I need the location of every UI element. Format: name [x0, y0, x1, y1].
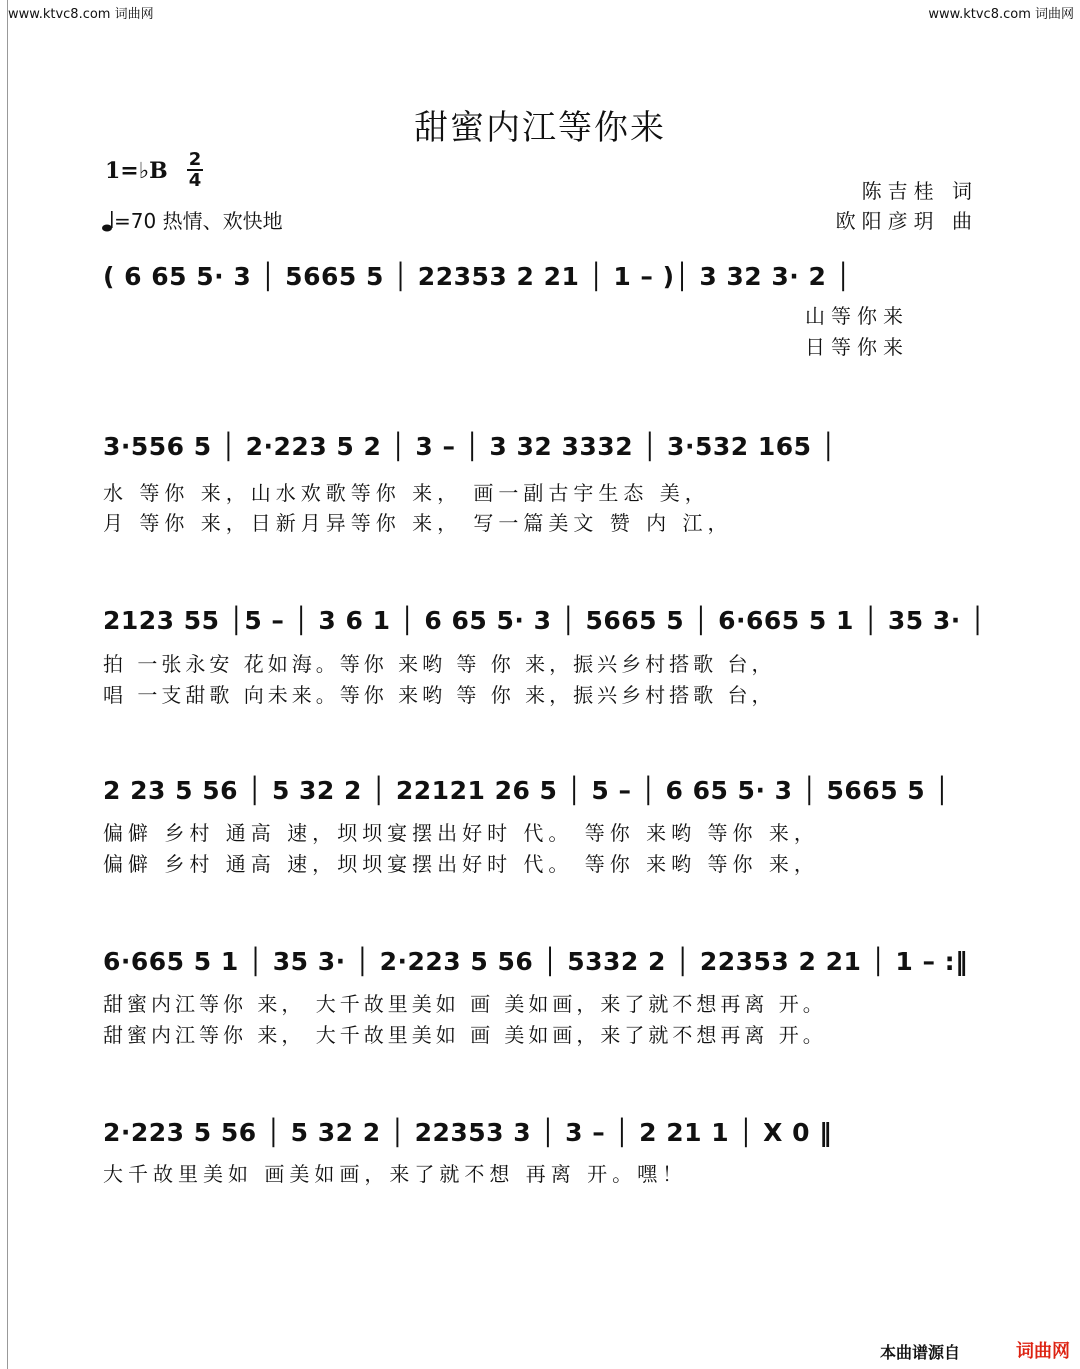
music-line-6: 2·223 5 56 │ 5 32 2 │ 22353 3 │ 3 – │ 2 21 1 │ X 0 ‖: [103, 1118, 833, 1147]
lyric-line-2-verse-1: 水 等你 来，山水欢歌等你 来， 画一副古宇生态 美，: [103, 481, 710, 505]
music-line-3: 2123 55 │5 – │ 3 6 1 │ 6 65 5· 3 │ 5665 5 │ 6·665 5 1 │ 35 3· │: [103, 606, 986, 635]
song-title: 甜蜜内江等你来: [414, 108, 666, 148]
music-line-2: 3·556 5 │ 2·223 5 2 │ 3 – │ 3 32 3332 │ 3·532 165 │: [103, 432, 837, 461]
music-line-5: 6·665 5 1 │ 35 3· │ 2·223 5 56 │ 5332 2 │ 22353 2 21 │ 1 – :‖: [103, 947, 969, 976]
composer-credit: 欧阳彦玥 曲: [835, 209, 978, 233]
lyric-line-4-verse-2: 偏僻 乡村 通高 速，坝坝宴摆出好时 代。 等你 来哟 等你 来，: [103, 852, 819, 876]
lyric-line-1-verse-1: 山等你来: [805, 304, 909, 328]
tempo-text: =70 热情、欢快地: [114, 209, 283, 233]
lyricist-credit: 陈吉桂 词: [861, 179, 978, 203]
time-signature: [185, 150, 205, 190]
lyric-line-1-verse-2: 日等你来: [805, 335, 909, 359]
site-url-left[interactable]: www.ktvc8.com 词曲网: [8, 7, 154, 22]
lyric-line-3-verse-1: 拍 一张永安 花如海。等你 来哟 等 你 来，振兴乡村搭歌 台，: [103, 652, 776, 676]
time-signature-top: 2: [188, 149, 202, 170]
tempo-marking: [102, 205, 283, 234]
music-line-4: 2 23 5 56 │ 5 32 2 │ 22121 26 5 │ 5 – │ 6 65 5· 3 │ 5665 5 │: [103, 776, 950, 805]
lyric-line-6-verse-1: 大千故里美如 画美如画，来了就不想 再离 开。嘿！: [103, 1162, 688, 1186]
lyric-line-5-verse-1: 甜蜜内江等你 来， 大千故里美如 画 美如画，来了就不想再离 开。: [103, 992, 827, 1016]
lyric-line-4-verse-1: 偏僻 乡村 通高 速，坝坝宴摆出好时 代。 等你 来哟 等你 来，: [103, 821, 819, 845]
time-signature-bottom: 4: [188, 170, 202, 191]
footer-source-label: 本曲谱源自: [879, 1343, 960, 1362]
lyric-line-2-verse-2: 月 等你 来，日新月异等你 来， 写一篇美文 赞 内 江，: [103, 511, 733, 535]
page-left-border: [7, 0, 8, 1369]
quarter-note-icon: [102, 210, 114, 232]
footer-brand[interactable]: 词曲网: [1016, 1341, 1070, 1362]
lyric-line-5-verse-2: 甜蜜内江等你 来， 大千故里美如 画 美如画，来了就不想再离 开。: [103, 1023, 827, 1047]
lyric-line-3-verse-2: 唱 一支甜歌 向未来。等你 来哟 等 你 来，振兴乡村搭歌 台，: [103, 683, 776, 707]
site-url-right[interactable]: www.ktvc8.com 词曲网: [928, 7, 1074, 22]
key-signature: 1=♭B: [105, 158, 168, 184]
music-line-1: ( 6 65 5· 3 │ 5665 5 │ 22353 2 21 │ 1 – )│ 3 32 3· 2 │: [103, 262, 852, 291]
